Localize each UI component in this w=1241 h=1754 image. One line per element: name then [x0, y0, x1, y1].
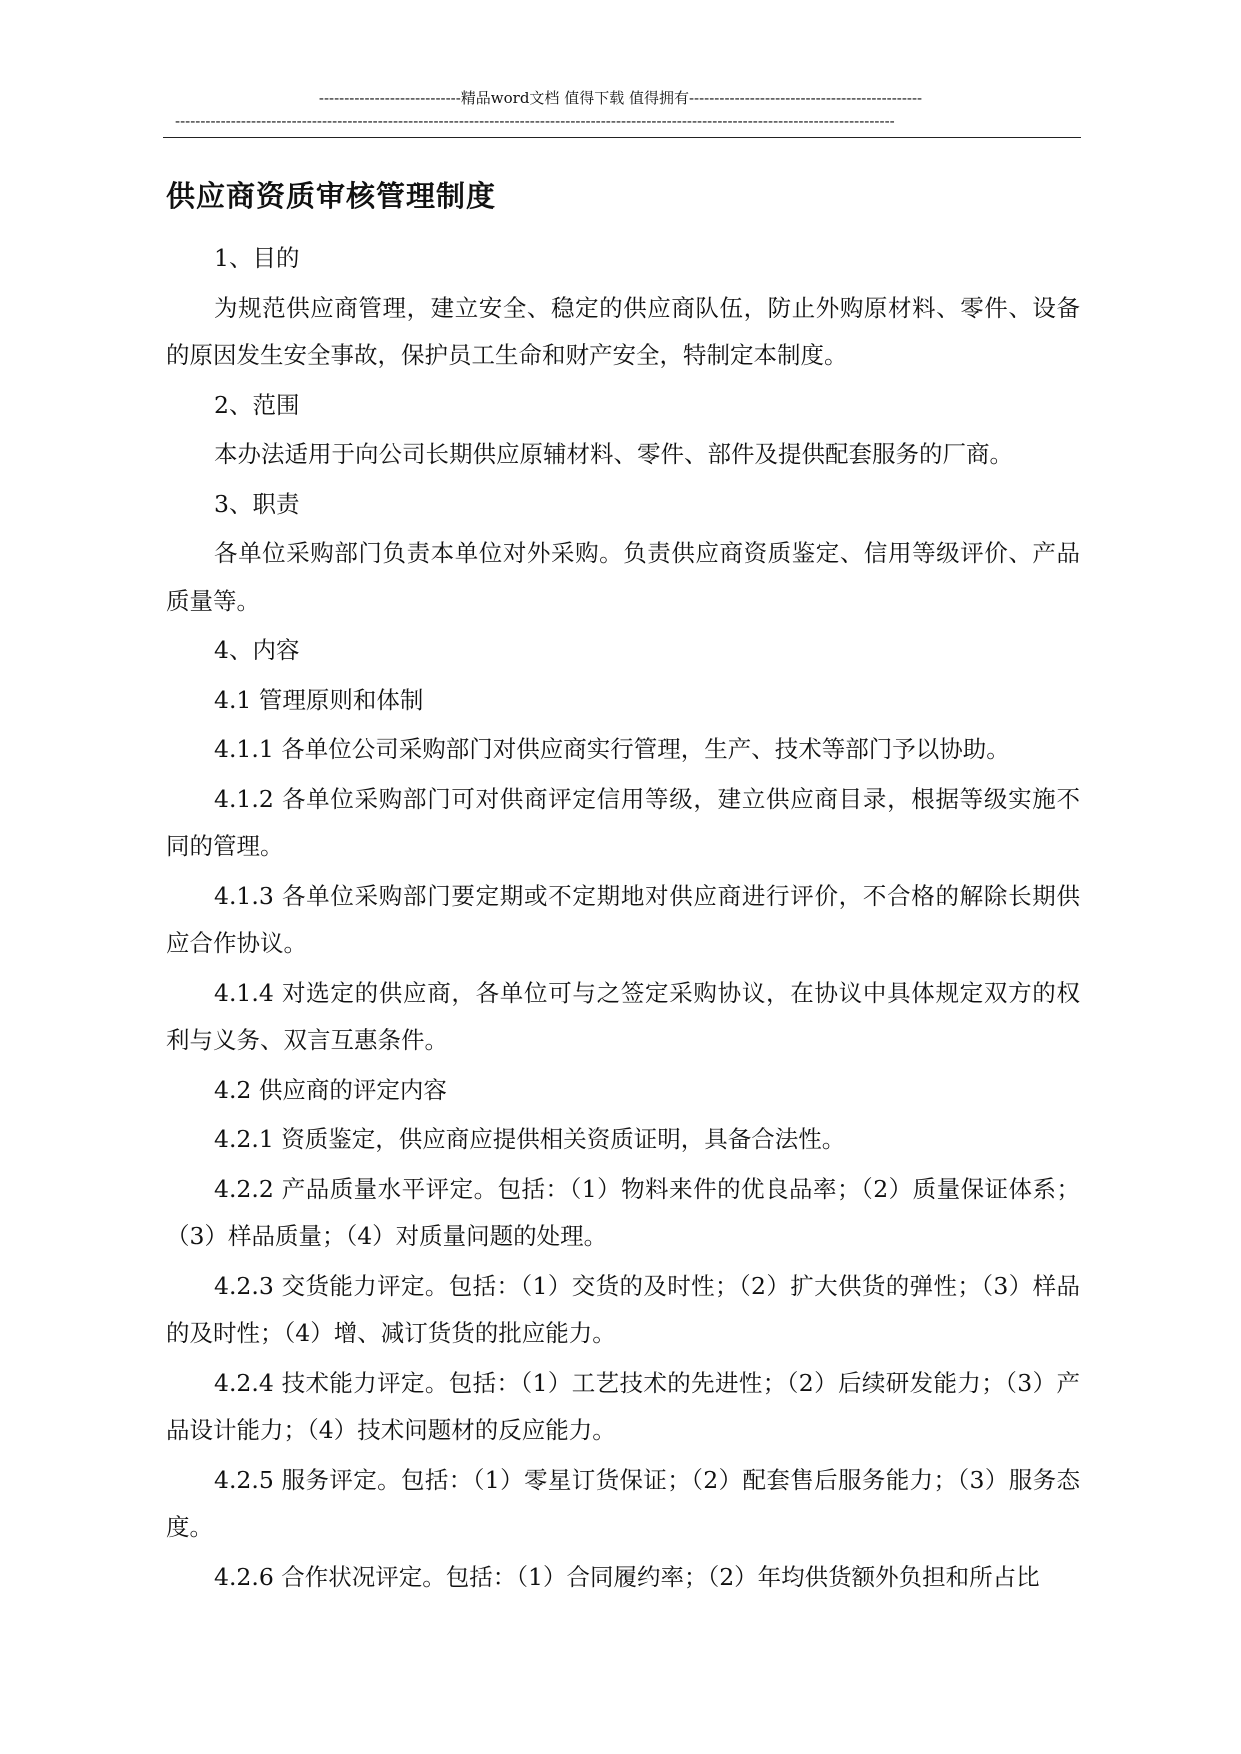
heading-4-2: 4.2 供应商的评定内容 [214, 1075, 447, 1104]
heading-duties: 3、职责 [214, 489, 300, 518]
document-title: 供应商资质审核管理制度 [166, 179, 497, 213]
header-banner: ----------------------------精品word文档 值得下载 值得拥有---------------------------------------------- [318, 89, 923, 107]
paragraph-4-1-1: 4.1.1 各单位公司采购部门对供应商实行管理，生产、技术等部门予以协助。 [214, 735, 1010, 763]
paragraph-4-2-4: 4.2.4 技术能力评定。包括：（1）工艺技术的先进性；（2）后续研发能力；（3）产品设计能力；（4）技术问题材的反应能力。 [166, 1368, 1080, 1444]
paragraph-4-2-6: 4.2.6 合作状况评定。包括：（1）合同履约率；（2）年均供货额外负担和所占比 [214, 1562, 1040, 1591]
heading-scope: 2、范围 [214, 390, 300, 419]
header-dash-line: ---------------------------------------------------------------------------------------------------------------------------------------------- [175, 112, 895, 130]
paragraph-4-1-3: 4.1.3 各单位采购部门要定期或不定期地对供应商进行评价，不合格的解除长期供应合作协议。 [166, 881, 1080, 957]
paragraph-4-2-1: 4.2.1 资质鉴定，供应商应提供相关资质证明，具备合法性。 [214, 1125, 846, 1153]
heading-4-1: 4.1 管理原则和体制 [214, 685, 424, 714]
document-body [166, 235, 1080, 1603]
paragraph-duties: 各单位采购部门负责本单位对外采购。负责供应商资质鉴定、信用等级评价、产品质量等。 [166, 539, 1080, 615]
header-rule [163, 137, 1081, 138]
paragraph-4-2-3: 4.2.3 交货能力评定。包括：（1）交货的及时性；（2）扩大供货的弹性；（3）样品的及时性；（4）增、减订货货的批应能力。 [166, 1271, 1080, 1347]
paragraph-4-1-2: 4.1.2 各单位采购部门可对供商评定信用等级，建立供应商目录，根据等级实施不同的管理。 [166, 784, 1080, 860]
paragraph-4-2-5: 4.2.5 服务评定。包括：（1）零星订货保证；（2）配套售后服务能力；（3）服务态度。 [166, 1465, 1080, 1541]
paragraph-purpose: 为规范供应商管理，建立安全、稳定的供应商队伍，防止外购原材料、零件、设备的原因发生安全事故，保护员工生命和财产安全，特制定本制度。 [166, 293, 1080, 369]
paragraph-4-1-4: 4.1.4 对选定的供应商，各单位可与之签定采购协议，在协议中具体规定双方的权利与义务、双言互惠条件。 [166, 978, 1080, 1054]
heading-purpose: 1、目的 [214, 244, 300, 272]
paragraph-scope: 本办法适用于向公司长期供应原辅材料、零件、部件及提供配套服务的厂商。 [214, 440, 1013, 468]
heading-content: 4、内容 [214, 636, 300, 664]
paragraph-4-2-2: 4.2.2 产品质量水平评定。包括：（1）物料来件的优良品率；（2）质量保证体系；（3）样品质量；（4）对质量问题的处理。 [166, 1174, 1080, 1250]
